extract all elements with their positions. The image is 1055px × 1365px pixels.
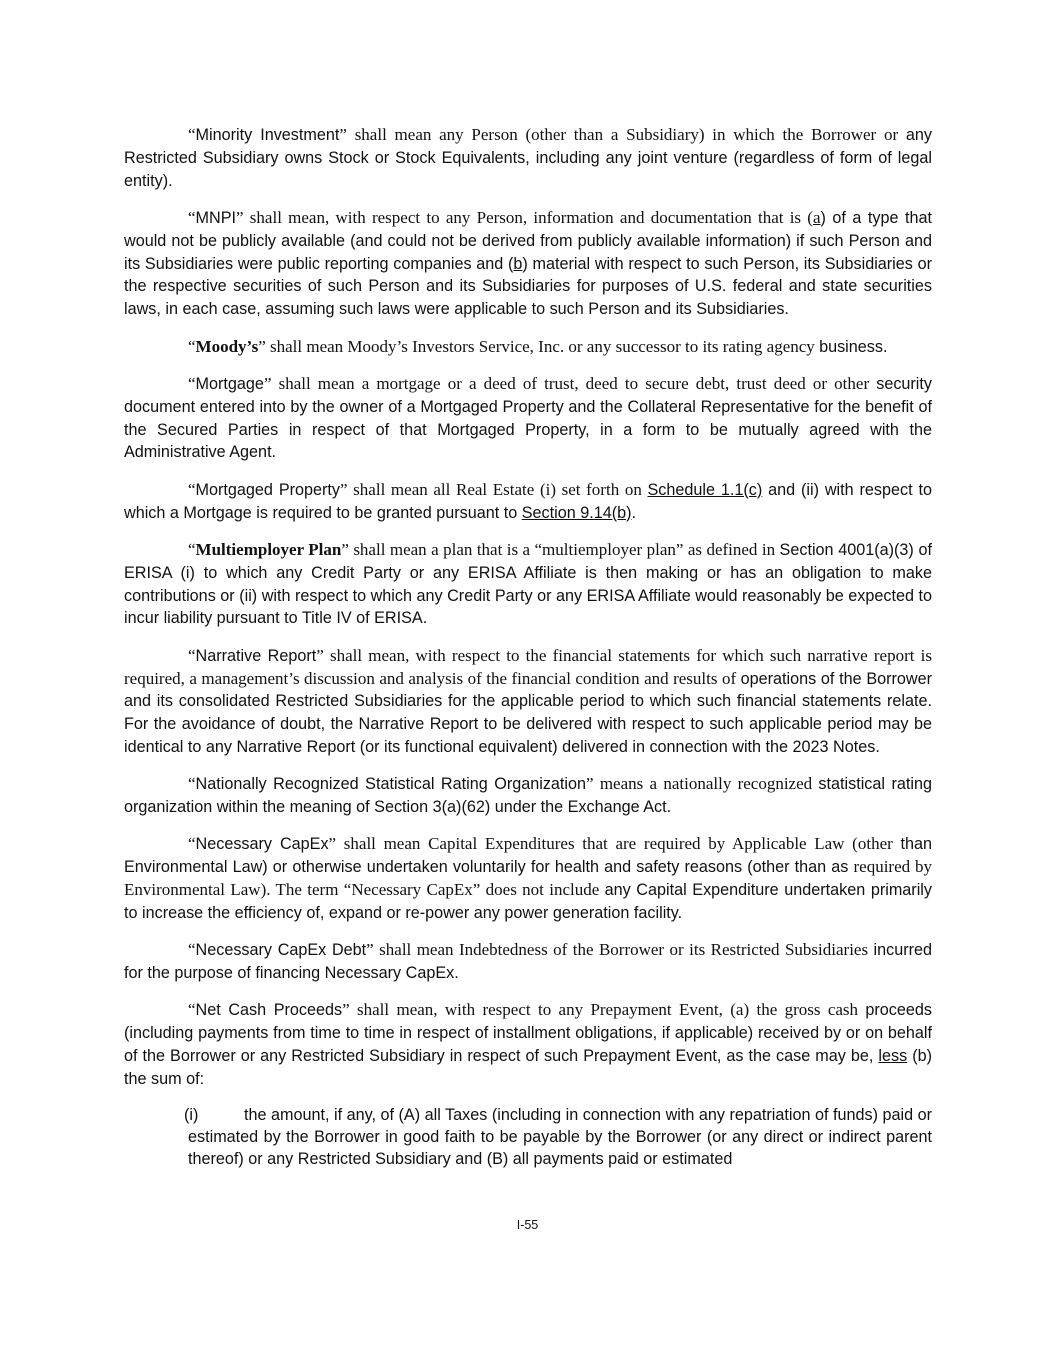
cross-reference: Section 9.14(b) xyxy=(521,503,632,522)
defined-term: Necessary CapEx xyxy=(195,835,329,854)
defined-term: Mortgaged Property xyxy=(195,480,340,499)
page-number: I-55 xyxy=(516,1218,539,1232)
definition-mnpi: “MNPI” shall mean, with respect to any Person, information and documentation that is (a) of a type that would not be publicly available (and could not be derived from publicly available information) if such Person and its Subsidiaries were public reporting companies and (b) material with respect to such Person, its Subsidiaries or the respective securities of such Person and its Subsidiaries for purposes of U.S. federal and state securities laws, in each case, assuming such laws were applicable to such Person and its Subsidiaries. xyxy=(124,207,932,319)
defined-term: MNPI xyxy=(195,208,237,227)
clause-i: (i) the amount, if any, of (A) all Taxes (including in connection with any repatriation of funds) paid or estimated by the Borrower in good faith to be payable by the Borrower (or any direct or indirect parent thereof) or any Restricted Subsidiary and (B) all payments paid or estimated xyxy=(124,1105,932,1170)
defined-term: Necessary CapEx Debt xyxy=(195,941,367,960)
defined-term: Narrative Report xyxy=(195,646,317,665)
definition-moodys: “Moody’s” shall mean Moody’s Investors Service, Inc. or any successor to its rating agency business. xyxy=(188,336,888,356)
definition-mortgage: “Mortgage” shall mean a mortgage or a deed of trust, deed to secure debt, trust deed or other security document entered into by the owner of a Mortgaged Property and the Collateral Representative for the benefit of the Secured Parties in respect of that Mortgaged Property, in a form to be mutually agreed with the Administrative Agent. xyxy=(124,373,932,462)
clause-number: (i) xyxy=(184,1106,199,1125)
defined-term: Net Cash Proceeds xyxy=(195,1001,343,1020)
defined-term: Moody’s xyxy=(195,336,259,356)
definition-necessary-capex-debt: “Necessary CapEx Debt” shall mean Indebtedness of the Borrower or its Restricted Subsidiaries incurred for the purpose of financing Necessary CapEx. xyxy=(124,940,933,983)
defined-term: Mortgage xyxy=(195,374,264,393)
defined-term: Multiemployer Plan xyxy=(195,539,342,559)
definition-mortgaged-property: “Mortgaged Property” shall mean all Real Estate (i) set forth on Schedule 1.1(c) and (ii) with respect to which a Mortgage is required to be granted pursuant to Section 9.14(b). xyxy=(124,479,932,522)
defined-term: Nationally Recognized Statistical Rating Organization xyxy=(195,775,587,794)
defined-term: Minority Investment xyxy=(195,126,340,144)
document-page xyxy=(124,124,932,1171)
cross-reference: Schedule 1.1(c) xyxy=(647,480,763,499)
definition-necessary-capex: “Necessary CapEx” shall mean Capital Expenditures that are required by Applicable Law (other than Environmental Law) or otherwise undertaken voluntarily for health and safety reasons (other than as required by Environmental Law). The term “Necessary CapEx” does not include any Capital Expenditure undertaken primarily to increase the efficiency of, expand or re-power any power generation facility. xyxy=(124,834,932,922)
definition-narrative-report: “Narrative Report” shall mean, with respect to the financial statements for which such narrative report is required, a management’s discussion and analysis of the financial condition and results of operations of the Borrower and its consolidated Restricted Subsidiaries for the applicable period to which such financial statements relate. For the avoidance of doubt, the Narrative Report to be delivered with respect to such applicable period may be identical to any Narrative Report (or its functional equivalent) delivered in connection with the 2023 Notes. xyxy=(124,645,932,756)
definition-net-cash-proceeds: “Net Cash Proceeds” shall mean, with respect to any Prepayment Event, (a) the gross cash proceeds (including payments from time to time in respect of installment obligations, if applicable) received by or on behalf of the Borrower or any Restricted Subsidiary in respect of such Prepayment Event, as the case may be, less (b) the sum of: xyxy=(124,1000,933,1088)
definition-minority-investment: “Minority Investment” shall mean any Person (other than a Subsidiary) in which the Borrower or any Restricted Subsidiary owns Stock or Stock Equivalents, including any joint venture (regardless of form of legal entity). xyxy=(124,125,932,190)
definition-nrsro: “Nationally Recognized Statistical Rating Organization” means a nationally recognized statistical rating organization within the meaning of Section 3(a)(62) under the Exchange Act. xyxy=(124,774,932,817)
definition-multiemployer-plan: “Multiemployer Plan” shall mean a plan that is a “multiemployer plan” as defined in Section 4001(a)(3) of ERISA (i) to which any Credit Party or any ERISA Affiliate is then making or has an obligation to make contributions or (ii) with respect to which any Credit Party or any ERISA Affiliate would reasonably be expected to incur liability pursuant to Title IV of ERISA. xyxy=(124,539,932,628)
